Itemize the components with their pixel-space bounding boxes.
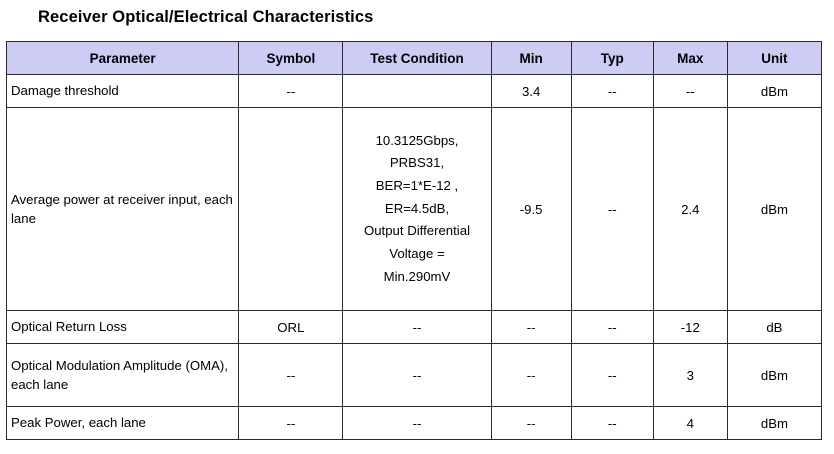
cell-test-condition: -- <box>343 407 491 440</box>
cell-typ: -- <box>571 108 653 311</box>
column-header-max: Max <box>653 42 727 75</box>
column-header-symbol: Symbol <box>239 42 343 75</box>
cell-min: -9.5 <box>491 108 571 311</box>
cell-min: -- <box>491 344 571 407</box>
cell-symbol: -- <box>239 75 343 108</box>
cell-symbol <box>239 108 343 311</box>
condition-line: PRBS31, <box>389 155 445 171</box>
table-row <box>7 108 822 311</box>
cell-test-condition <box>343 108 491 311</box>
table-row <box>7 344 822 407</box>
column-header-test-condition: Test Condition <box>343 42 491 75</box>
cell-typ: -- <box>571 75 653 108</box>
cell-unit: dBm <box>727 75 821 108</box>
table-row <box>7 311 822 344</box>
table-row <box>7 407 822 440</box>
cell-symbol: -- <box>239 407 343 440</box>
cell-max: 3 <box>653 344 727 407</box>
condition-line: Voltage = <box>389 246 445 262</box>
table-header <box>7 42 822 75</box>
cell-parameter: Damage threshold <box>7 75 239 108</box>
cell-symbol: ORL <box>239 311 343 344</box>
table-body <box>7 75 822 440</box>
cell-typ: -- <box>571 311 653 344</box>
table-header-row <box>7 42 822 75</box>
cell-symbol: -- <box>239 344 343 407</box>
cell-parameter: Average power at receiver input, each lane <box>7 108 239 311</box>
cell-max: 4 <box>653 407 727 440</box>
cell-min: -- <box>491 407 571 440</box>
page-title: Receiver Optical/Electrical Characteristics <box>38 8 374 26</box>
condition-line: BER=1*E-12 , <box>375 177 459 193</box>
cell-parameter: Optical Modulation Amplitude (OMA), each lane <box>7 344 239 407</box>
condition-line: ER=4.5dB, <box>384 200 450 216</box>
column-header-min: Min <box>491 42 571 75</box>
cell-max: -12 <box>653 311 727 344</box>
document-page <box>0 8 834 454</box>
receiver-characteristics-table <box>6 41 822 440</box>
condition-line: Min.290mV <box>383 268 451 284</box>
cell-min: 3.4 <box>491 75 571 108</box>
cell-min: -- <box>491 311 571 344</box>
cell-unit: dB <box>727 311 821 344</box>
cell-typ: -- <box>571 344 653 407</box>
cell-unit: dBm <box>727 407 821 440</box>
cell-max: 2.4 <box>653 108 727 311</box>
cell-unit: dBm <box>727 108 821 311</box>
cell-parameter: Optical Return Loss <box>7 311 239 344</box>
cell-typ: -- <box>571 407 653 440</box>
condition-line: Output Differential <box>363 223 471 239</box>
cell-parameter: Peak Power, each lane <box>7 407 239 440</box>
condition-line: 10.3125Gbps, <box>375 132 459 148</box>
cell-test-condition: -- <box>343 344 491 407</box>
table-row <box>7 75 822 108</box>
cell-test-condition <box>343 75 491 108</box>
column-header-unit: Unit <box>727 42 821 75</box>
column-header-typ: Typ <box>571 42 653 75</box>
spec-table-container <box>6 41 822 440</box>
cell-unit: dBm <box>727 344 821 407</box>
cell-test-condition: -- <box>343 311 491 344</box>
column-header-parameter: Parameter <box>7 42 239 75</box>
cell-max: -- <box>653 75 727 108</box>
